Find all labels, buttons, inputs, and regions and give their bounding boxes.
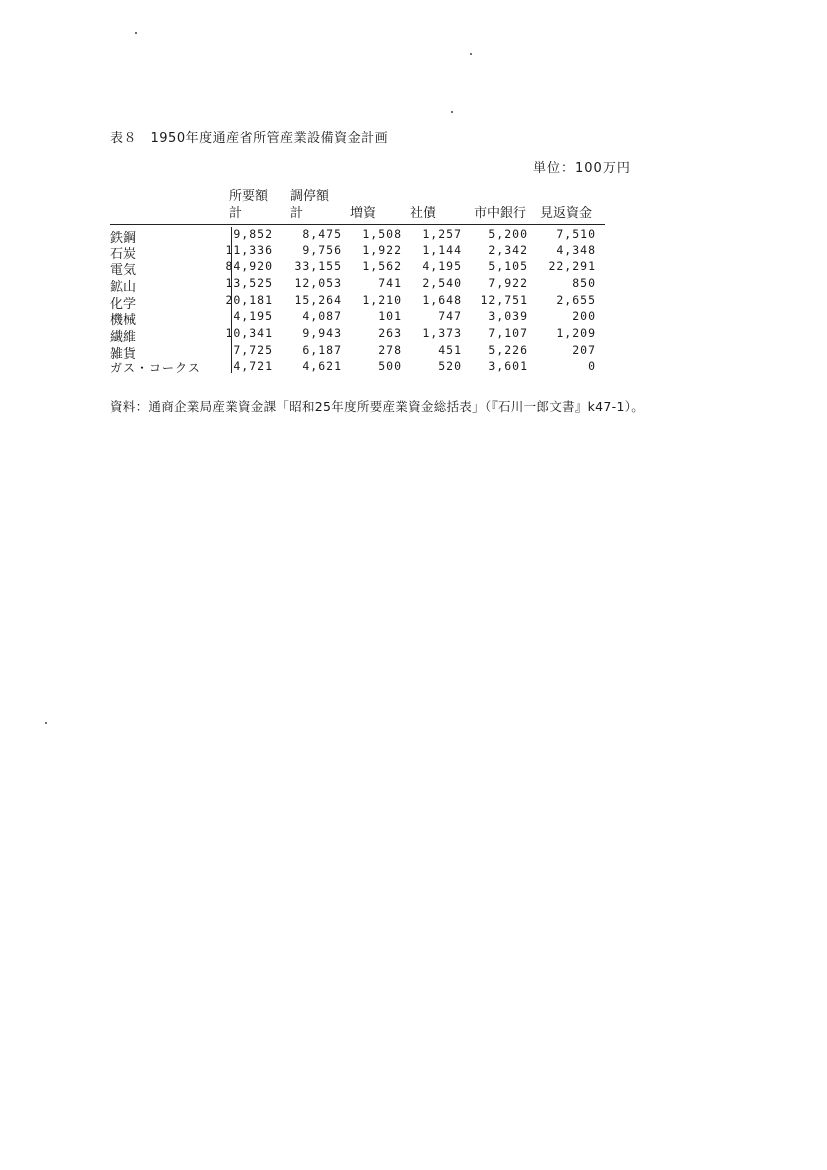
cell-bonds: 1,648 (422, 293, 462, 307)
cell-required: 4,195 (233, 309, 273, 323)
cell-capital: 500 (378, 359, 402, 373)
source-note: 資料：通商企業局産業資金課「昭和25年度所要産業資金総括表」（『石川一郎文書』k47-1）。 (110, 399, 645, 414)
table-row (110, 259, 610, 276)
cell-required: 11,336 (225, 243, 273, 257)
scan-speck (135, 32, 137, 34)
cell-counterpart: 850 (572, 276, 596, 290)
cell-bonds: 4,195 (422, 259, 462, 273)
cell-capital: 101 (378, 309, 402, 323)
cell-capital: 1,508 (362, 227, 402, 241)
header-required-bottom: 計 (229, 206, 243, 221)
cell-counterpart: 1,209 (556, 326, 596, 340)
cell-required: 13,525 (225, 276, 273, 290)
cell-counterpart: 22,291 (548, 259, 596, 273)
header-required-top: 所要額 (229, 189, 269, 204)
cell-banks: 3,601 (488, 359, 528, 373)
header-rule (110, 224, 605, 225)
scan-speck (451, 111, 453, 113)
table-row (110, 359, 610, 376)
cell-adjusted: 12,053 (294, 276, 342, 290)
cell-bonds: 1,144 (422, 243, 462, 257)
cell-capital: 1,562 (362, 259, 402, 273)
cell-bonds: 2,540 (422, 276, 462, 290)
row-category: 化学 (110, 297, 137, 312)
table-row (110, 309, 610, 326)
cell-counterpart: 0 (588, 359, 596, 373)
cell-bonds: 747 (438, 309, 462, 323)
cell-banks: 7,107 (488, 326, 528, 340)
cell-bonds: 451 (438, 343, 462, 357)
unit-label: 単位：100万円 (533, 161, 631, 176)
header-capital: 増資 (350, 206, 377, 221)
row-category: 鉱山 (110, 280, 137, 295)
cell-capital: 1,922 (362, 243, 402, 257)
row-category: ガス・コークス (110, 361, 201, 375)
cell-adjusted: 33,155 (294, 259, 342, 273)
table-row (110, 326, 610, 343)
cell-required: 84,920 (225, 259, 273, 273)
cell-adjusted: 6,187 (302, 343, 342, 357)
row-category: 機械 (110, 313, 137, 328)
table-row (110, 227, 610, 244)
cell-bonds: 1,373 (422, 326, 462, 340)
table-row (110, 276, 610, 293)
scan-speck (470, 53, 472, 55)
cell-required: 9,852 (233, 227, 273, 241)
table-row (110, 293, 610, 310)
cell-counterpart: 2,655 (556, 293, 596, 307)
cell-required: 10,341 (225, 326, 273, 340)
header-counterpart: 見返資金 (540, 206, 593, 221)
cell-banks: 2,342 (488, 243, 528, 257)
row-category: 繊維 (110, 330, 137, 345)
row-category: 鉄鋼 (110, 231, 137, 246)
cell-banks: 5,105 (488, 259, 528, 273)
cell-counterpart: 200 (572, 309, 596, 323)
cell-banks: 3,039 (488, 309, 528, 323)
table-title: 表８ 1950年度通産省所管産業設備資金計画 (110, 131, 389, 146)
scan-speck (45, 722, 47, 724)
row-category: 石炭 (110, 247, 137, 262)
cell-required: 7,725 (233, 343, 273, 357)
header-adjusted-top: 調停額 (290, 189, 330, 204)
cell-bonds: 1,257 (422, 227, 462, 241)
cell-required: 20,181 (225, 293, 273, 307)
cell-counterpart: 4,348 (556, 243, 596, 257)
header-city-banks: 市中銀行 (474, 206, 527, 221)
header-bonds: 社債 (410, 206, 437, 221)
cell-counterpart: 207 (572, 343, 596, 357)
cell-adjusted: 8,475 (302, 227, 342, 241)
cell-adjusted: 15,264 (294, 293, 342, 307)
cell-counterpart: 7,510 (556, 227, 596, 241)
cell-adjusted: 4,621 (302, 359, 342, 373)
table-row (110, 243, 610, 260)
header-adjusted-bottom: 計 (290, 206, 304, 221)
cell-banks: 5,200 (488, 227, 528, 241)
table-row (110, 343, 610, 360)
cell-capital: 263 (378, 326, 402, 340)
row-category: 雑貨 (110, 347, 137, 362)
cell-banks: 12,751 (480, 293, 528, 307)
cell-adjusted: 9,756 (302, 243, 342, 257)
cell-banks: 7,922 (488, 276, 528, 290)
cell-capital: 278 (378, 343, 402, 357)
cell-capital: 1,210 (362, 293, 402, 307)
cell-capital: 741 (378, 276, 402, 290)
cell-required: 4,721 (233, 359, 273, 373)
row-category: 電気 (110, 263, 137, 278)
cell-banks: 5,226 (488, 343, 528, 357)
cell-adjusted: 4,087 (302, 309, 342, 323)
cell-adjusted: 9,943 (302, 326, 342, 340)
cell-bonds: 520 (438, 359, 462, 373)
